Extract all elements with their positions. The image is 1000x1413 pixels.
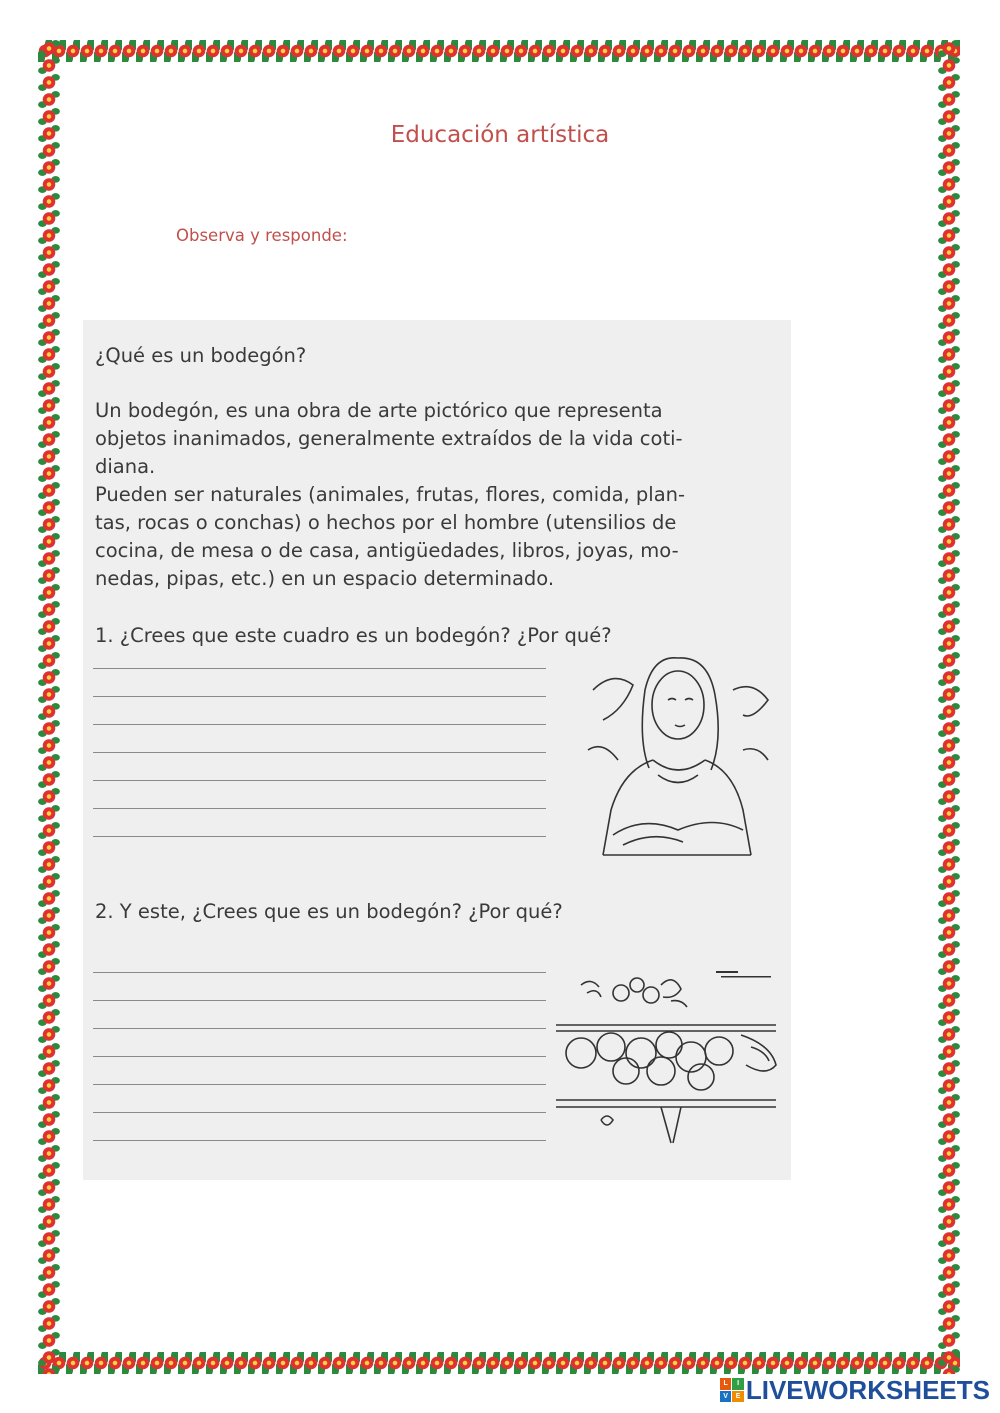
- answer-line-q1[interactable]: [93, 752, 546, 753]
- paragraph-line: cocina, de mesa o de casa, antigüedades, libros, joyas, mo-: [95, 539, 679, 562]
- paragraph-line: tas, rocas o conchas) o hechos por el hombre (utensilios de: [95, 511, 677, 534]
- answer-line-q2[interactable]: [93, 1140, 546, 1141]
- answer-line-q1[interactable]: [93, 668, 546, 669]
- paragraph-line: Pueden ser naturales (animales, frutas, flores, comida, plan-: [95, 483, 686, 506]
- paragraph-line: diana.: [95, 455, 156, 478]
- answer-line-q2[interactable]: [93, 1028, 546, 1029]
- answer-line-q1[interactable]: [93, 724, 546, 725]
- answer-line-q1[interactable]: [93, 780, 546, 781]
- portrait-drawing-image: [583, 650, 773, 860]
- answer-line-q1[interactable]: [93, 696, 546, 697]
- answer-line-q1[interactable]: [93, 836, 546, 837]
- decorative-border-left: [38, 40, 60, 1374]
- page-title: Educación artística: [390, 122, 610, 148]
- logo-letter: I: [732, 1378, 744, 1390]
- answer-line-q2[interactable]: [93, 1084, 546, 1085]
- fruit-bowl-drawing-image: [551, 965, 781, 1145]
- logo-icon: [720, 1378, 744, 1402]
- paragraph-line: Un bodegón, es una obra de arte pictórico que representa: [95, 399, 663, 422]
- logo-letter: V: [720, 1391, 732, 1403]
- decorative-border-right: [938, 40, 960, 1374]
- decorative-border-bottom: [38, 1352, 960, 1374]
- worksheet-panel: [83, 320, 791, 1180]
- instruction-text: Observa y responde:: [176, 226, 348, 245]
- liveworksheets-logo[interactable]: [720, 1375, 990, 1405]
- answer-line-q2[interactable]: [93, 972, 546, 973]
- paragraph-line: nedas, pipas, etc.) en un espacio determinado.: [95, 567, 555, 590]
- logo-letter: E: [732, 1391, 744, 1403]
- question-2: 2. Y este, ¿Crees que es un bodegón? ¿Por qué?: [95, 900, 563, 923]
- worksheet-heading: ¿Qué es un bodegón?: [95, 344, 307, 367]
- logo-text: LIVEWORKSHEETS: [745, 1374, 990, 1405]
- answer-line-q1[interactable]: [93, 808, 546, 809]
- decorative-border-top: [38, 40, 960, 62]
- answer-line-q2[interactable]: [93, 1112, 546, 1113]
- paragraph-line: objetos inanimados, generalmente extraídos de la vida coti-: [95, 427, 683, 450]
- answer-line-q2[interactable]: [93, 1000, 546, 1001]
- answer-line-q2[interactable]: [93, 1056, 546, 1057]
- logo-letter: L: [720, 1378, 732, 1390]
- question-1: 1. ¿Crees que este cuadro es un bodegón? ¿Por qué?: [95, 624, 612, 647]
